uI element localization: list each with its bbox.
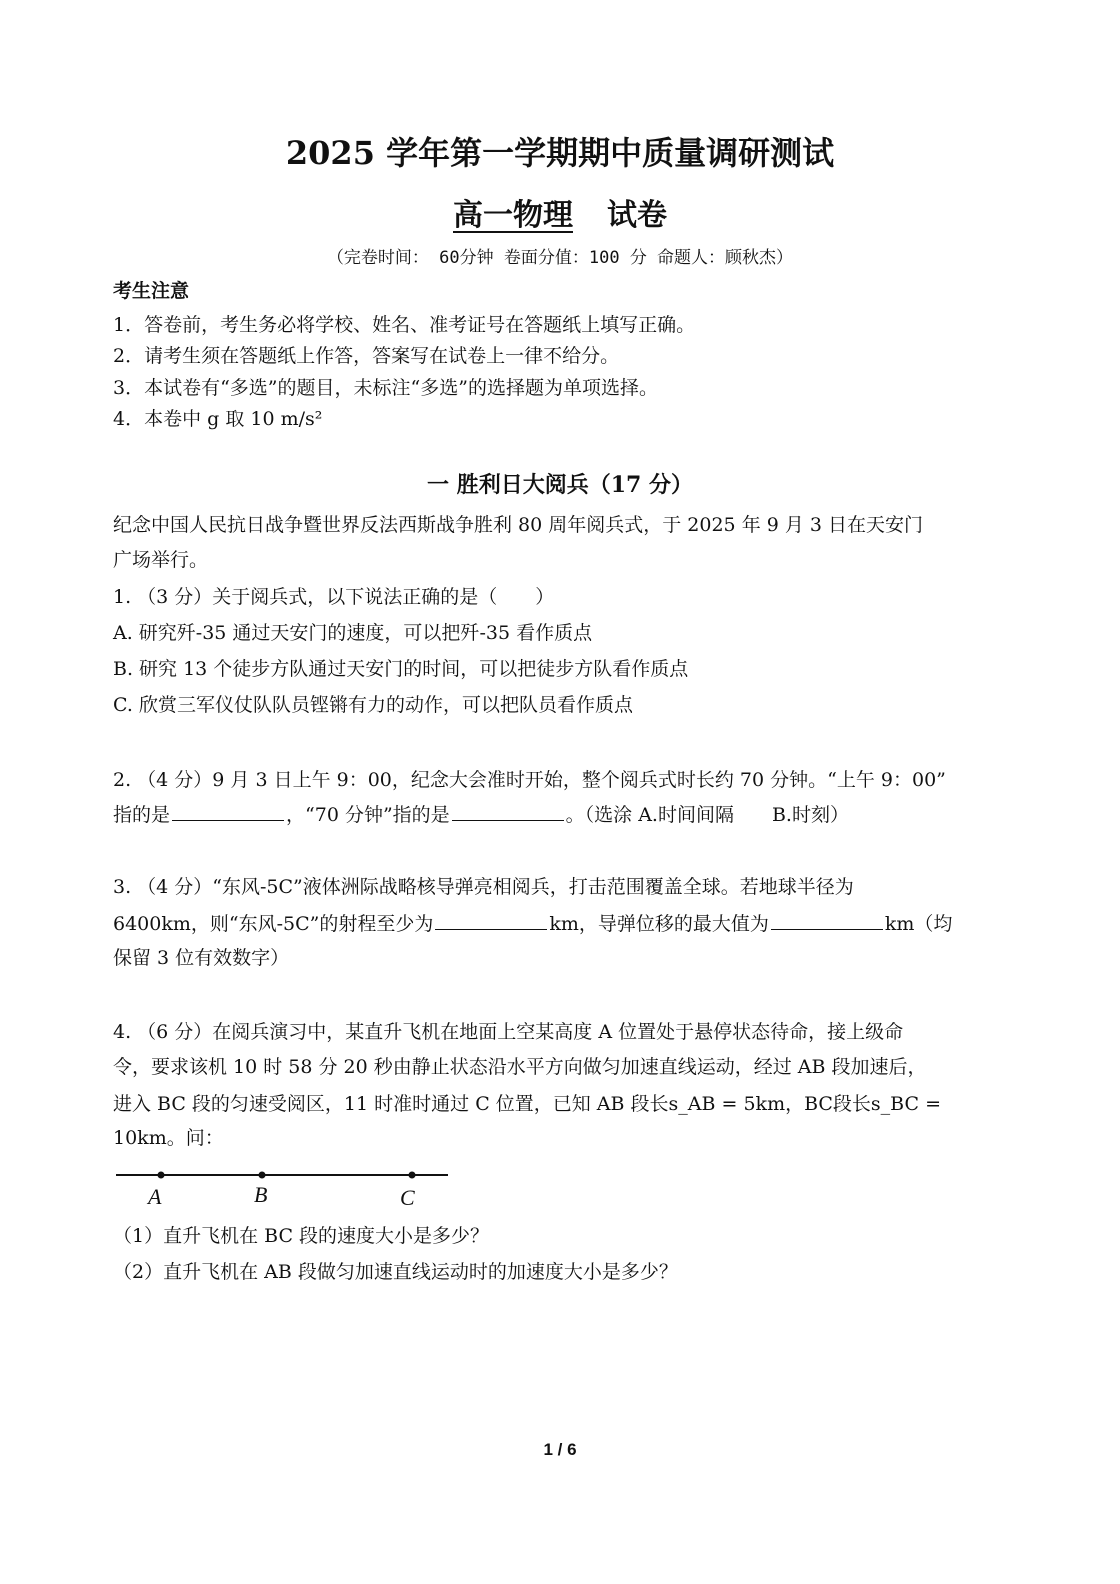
point-c-dot [409,1172,416,1179]
question-1-option-c: C. 欣赏三军仪仗队队员铿锵有力的动作，可以把队员看作质点 [113,694,633,716]
notice-item: 3．本试卷有“多选”的题目，未标注“多选”的选择题为单项选择。 [113,377,658,399]
point-a-dot [158,1172,165,1179]
question-1-option-a: A. 研究歼-35 通过天安门的速度，可以把歼-35 看作质点 [113,622,593,644]
exam-title: 2025 学年第一学期期中质量调研测试 [285,134,835,172]
question-1-stem: 1. （3 分）关于阅兵式，以下说法正确的是（ ） [113,586,555,608]
question-4-sub-1: （1）直升飞机在 BC 段的速度大小是多少？ [113,1225,490,1247]
point-c-label: C [400,1185,415,1210]
point-a-label: A [148,1184,162,1209]
answer-blank [435,913,547,930]
question-4-line: 4. （6 分）在阅兵演习中，某直升飞机在地面上空某高度 A 位置处于悬停状态待命，接上级命 [113,1021,904,1043]
question-1-option-b: B. 研究 13 个徒步方队通过天安门的时间，可以把徒步方队看作质点 [113,658,689,680]
notice-item: 1．答卷前，考生务必将学校、姓名、准考证号在答题纸上填写正确。 [113,314,696,336]
question-3-line: 保留 3 位有效数字） [113,947,290,969]
paper-label: 试卷 [607,198,667,233]
question-4-sub-2: （2）直升飞机在 AB 段做匀加速直线运动时的加速度大小是多少？ [113,1261,678,1283]
answer-blank [771,913,883,930]
point-b-dot [259,1172,266,1179]
section-heading: 一 胜利日大阅兵（17 分） [427,472,693,498]
question-4-line: 10km。问： [113,1127,224,1149]
question-3-line: 3. （4 分）“东风-5C”液体洲际战略核导弹亮相阅兵，打击范围覆盖全球。若地球半径为 [113,876,854,898]
question-3-line: 6400km，则“东风-5C”的射程至少为 km，导弹位移的最大值为 km（均 [113,913,953,935]
notice-heading: 考生注意 [113,280,190,302]
exam-meta: （完卷时间： 60分钟 卷面分值：100 分 命题人：顾秋杰） [326,248,794,268]
answer-blank [452,804,564,821]
notice-item: 4．本卷中 g 取 10 m/s² [113,408,323,430]
subject-name: 高一物理 [453,198,573,233]
question-4-line: 进入 BC 段的匀速受阅区，11 时准时通过 C 位置，已知 AB 段长s_AB = 5km，BC段长s_BC = [113,1093,941,1115]
notice-item: 2．请考生须在答题纸上作答，答案写在试卷上一律不给分。 [113,345,620,367]
question-2-line: 指的是 ，“70 分钟”指的是 。（选涂 A.时间间隔 B.时刻） [113,804,849,826]
point-b-label: B [254,1182,268,1207]
question-2-line: 2. （4 分）9 月 3 日上午 9：00，纪念大会准时开始，整个阅兵式时长约 70 分钟。“上午 9：00” [113,769,946,791]
section-intro: 纪念中国人民抗日战争暨世界反法西斯战争胜利 80 周年阅兵式，于 2025 年 9 月 3 日在天安门 [113,514,924,536]
abc-line-diagram [112,1164,472,1220]
section-intro: 广场举行。 [113,549,209,571]
exam-subtitle [0,190,1120,234]
answer-blank [172,804,284,821]
page-number: 1 / 6 [543,1440,577,1459]
question-4-line: 令，要求该机 10 时 58 分 20 秒由静止状态沿水平方向做匀加速直线运动，经过 AB 段加速后， [113,1056,927,1078]
